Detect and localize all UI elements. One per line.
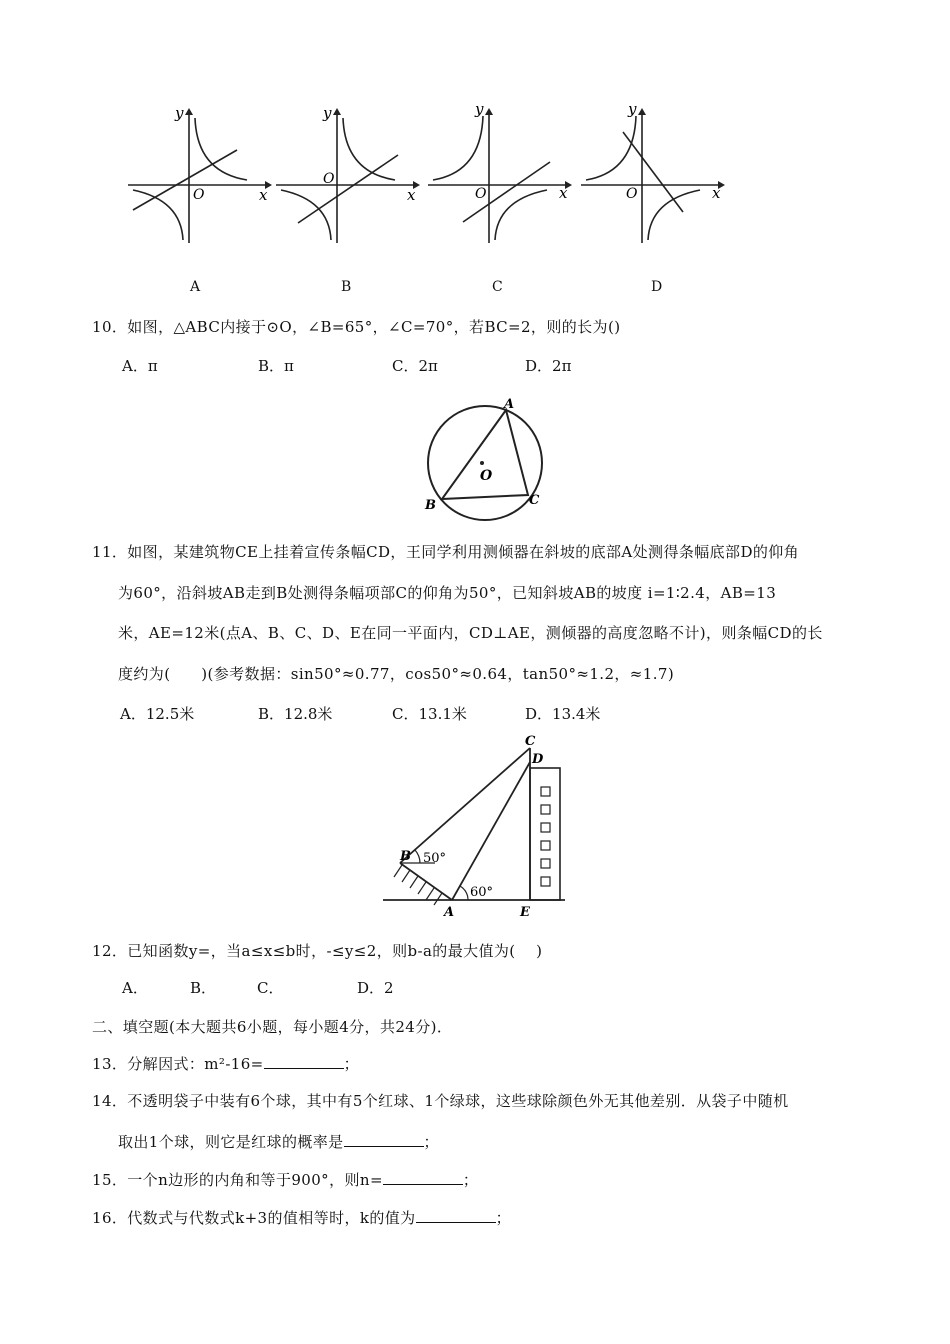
q11-label-c: C	[525, 734, 536, 749]
q10-label-b: B	[425, 498, 436, 513]
q12-option-b: B．	[190, 979, 217, 997]
q14-line-1: 14．不透明袋子中装有6个球，其中有5个红球、1个绿球，这些球除颜色外无其他差别．从袋子中随机	[92, 1092, 789, 1110]
q10-label-c: C	[529, 493, 540, 508]
q13-text: 13．分解因式：m²-16=	[92, 1055, 264, 1073]
q16-end: ；	[495, 1209, 511, 1227]
q16-text: 16．代数式与代数式k+3的值相等时，k的值为	[92, 1209, 416, 1227]
q12-option-a: A．	[122, 979, 148, 997]
q11-option-c: C．13.1米	[392, 705, 467, 723]
q13-end: ；	[343, 1055, 360, 1073]
graph-c	[425, 100, 575, 250]
q11-line-1: 11．如图，某建筑物CE上挂着宣传条幅CD，王同学利用测倾器在斜坡的底部A处测得条幅底部D的仰角	[92, 543, 800, 561]
q13	[92, 1053, 359, 1074]
q12-option-c: C．	[257, 979, 284, 997]
graph-c-y: y	[475, 100, 484, 118]
graph-d-o: O	[626, 186, 638, 202]
q15-text: 15．一个n边形的内角和等于900°，则n=	[92, 1171, 383, 1189]
q16	[92, 1207, 511, 1228]
graph-label-b: B	[341, 279, 352, 295]
graph-label-d: D	[651, 279, 663, 295]
q10-label-o: O	[480, 468, 493, 484]
q14-end: ；	[423, 1133, 439, 1151]
q10-option-b: B．π	[258, 357, 294, 375]
q11-slope-figure	[380, 730, 580, 920]
q14-answer-blank[interactable]	[344, 1132, 424, 1147]
q11-line-3: 米，AE=12米(点A、B、C、D、E在同一平面内，CD⊥AE，测倾器的高度忽略不计)，则条幅CD的长	[118, 624, 823, 642]
q10-stem: 10．如图，△ABC内接于⊙O，∠B=65°，∠C=70°，若BC=2，则的长为()	[92, 318, 621, 336]
graph-b-o: O	[323, 171, 335, 187]
q15-end: ；	[462, 1171, 479, 1189]
q11-label-a: A	[444, 905, 455, 920]
q14-line-2	[118, 1131, 439, 1152]
graph-d	[578, 100, 728, 250]
graph-a-y: y	[175, 104, 184, 122]
q14-text: 取出1个球，则它是红球的概率是	[118, 1133, 344, 1151]
q10-option-c: C．2π	[392, 357, 438, 375]
graph-c-o: O	[475, 186, 487, 202]
section-2-heading: 二、填空题(本大题共6小题，每小题4分，共24分)．	[92, 1018, 453, 1036]
q11-angle-b: 50°	[423, 851, 447, 866]
q10-label-a: A	[504, 397, 515, 412]
q11-option-a: A．12.5米	[120, 705, 195, 723]
q10-circle-figure	[408, 388, 568, 518]
q11-line-4: 度约为( )(参考数据：sin50°≈0.77，cos50°≈0.64，tan50°≈1.2，≈1.7)	[118, 665, 675, 683]
graph-b-x: x	[407, 186, 416, 204]
graph-b	[273, 100, 423, 250]
q11-label-b: B	[400, 849, 411, 864]
q11-option-d: D．13.4米	[525, 705, 601, 723]
q11-label-d: D	[532, 752, 544, 767]
q12-option-d: D．2	[357, 979, 394, 997]
q15-answer-blank[interactable]	[383, 1170, 463, 1185]
graph-label-c: C	[492, 279, 503, 295]
graph-b-y: y	[323, 104, 332, 122]
graph-c-x: x	[559, 184, 568, 202]
graph-d-y: y	[628, 100, 637, 118]
graph-a	[125, 100, 275, 250]
q11-label-e: E	[520, 905, 530, 920]
q15	[92, 1169, 478, 1190]
graph-label-a: A	[190, 279, 201, 295]
q10-option-d: D．2π	[525, 357, 572, 375]
graph-d-x: x	[712, 184, 721, 202]
q11-option-b: B．12.8米	[258, 705, 333, 723]
q13-answer-blank[interactable]	[264, 1054, 344, 1069]
graph-a-o: O	[193, 187, 205, 203]
q11-angle-a: 60°	[470, 885, 494, 900]
q10-option-a: A．π	[122, 357, 158, 375]
graph-a-x: x	[259, 186, 268, 204]
q11-line-2: 为60°，沿斜坡AB走到B处测得条幅项部C的仰角为50°，已知斜坡AB的坡度 i=1∶2.4，AB=13	[118, 584, 777, 602]
q12-stem: 12．已知函数y=，当a≤x≤b时，-≤y≤2，则b-a的最大值为( )	[92, 942, 543, 960]
q16-answer-blank[interactable]	[416, 1208, 496, 1223]
